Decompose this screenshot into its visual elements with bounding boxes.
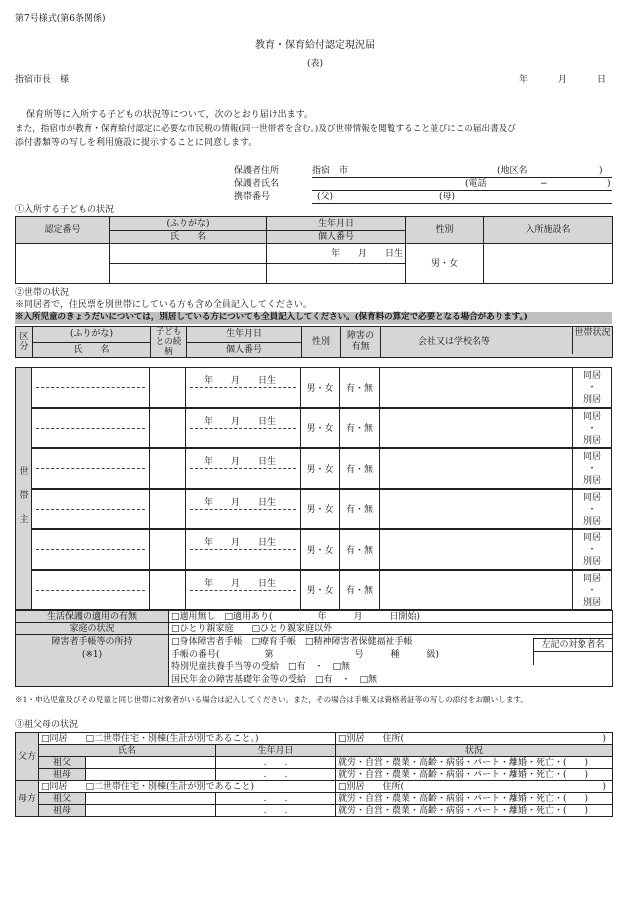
hh-name-cell[interactable] [32, 529, 150, 570]
hh-work-cell[interactable] [380, 529, 573, 570]
target-person-box[interactable] [533, 638, 613, 665]
hh-disability-cell[interactable]: 有・無 [340, 570, 380, 611]
handbook-line-2: 手帳の番号( 第 号 種 級) [171, 649, 440, 660]
maternal-living[interactable]: □同居 □二世帯住宅・別棟(生計が別であること) [39, 781, 336, 793]
hh-birth-cell[interactable] [186, 529, 301, 570]
guardian-mobile-label: 携帯番号 [234, 192, 271, 202]
hh-relation-cell[interactable] [150, 367, 186, 408]
hh-birth-cell[interactable] [186, 367, 301, 408]
guardian-mobile-mother: (母) [439, 192, 456, 202]
hh-household-dot: ・ [587, 383, 597, 393]
hh-col-name: 氏 名 [33, 342, 151, 358]
hh-household-live: 同居 [582, 492, 601, 503]
guardian-district-close: ) [599, 166, 603, 176]
child-col-birth: 生年月日 [267, 217, 406, 231]
paternal-grandmother-status[interactable]: 就労・自営・農業・高齢・病弱・パート・離婚・死亡・( ) [336, 769, 613, 781]
guardian-address-city: 指宿 市 [312, 166, 349, 176]
guardian-phone-label: (電話 [465, 179, 487, 189]
child-name-cell[interactable] [110, 264, 267, 284]
paternal-grandfather-status[interactable]: 就労・自営・農業・高齢・病弱・パート・離婚・死亡・( ) [336, 757, 613, 769]
addressee: 指宿市長 様 [15, 75, 70, 85]
hh-work-cell[interactable] [380, 367, 573, 408]
hh-work-cell[interactable] [380, 408, 573, 449]
hh-birth-separator [190, 387, 296, 388]
child-col-sex: 性別 [406, 217, 484, 244]
paternal-label: 父方 [16, 733, 39, 781]
section2-footnote: ※1・申込児童及びその児童と同じ世帯に対象者がいる場合は記入してください。また，その場合は手帳又は資格者証等の写しの添付をお願いします。 [15, 695, 528, 704]
maternal-grandfather: 祖父 [39, 793, 86, 805]
hh-household-separate: 別居 [582, 597, 601, 608]
hh-birth-separator [190, 549, 296, 550]
hh-sex-cell[interactable]: 男・女 [301, 529, 340, 570]
hh-name-cell[interactable] [32, 408, 150, 449]
maternal-separate-close: ) [602, 781, 607, 792]
hh-household-dot: ・ [587, 464, 597, 474]
hh-household-cell[interactable] [573, 367, 612, 408]
hh-name-cell[interactable] [32, 367, 150, 408]
hh-relation-cell[interactable] [150, 408, 186, 449]
child-col-mynumber: 個人番号 [267, 231, 406, 244]
hh-col-furigana: (ふりがな) [33, 327, 151, 343]
paternal-grandfather: 祖父 [39, 757, 86, 769]
child-table [15, 216, 613, 284]
hh-relation-cell[interactable] [150, 570, 186, 611]
section2-note-2: ※入所児童のきょうだいについては，別居している方についても全員記入してください。(保育料の算定で必要となる場合があります。) [15, 312, 612, 324]
child-furigana-cell[interactable] [110, 244, 267, 264]
hh-household-live: 同居 [582, 371, 601, 381]
handbook-line-1: □身体障害者手帳 □療育手帳 □精神障害者保健福祉手帳 [171, 637, 413, 647]
hh-disability-cell[interactable]: 有・無 [340, 448, 380, 489]
hh-household-cell[interactable] [573, 489, 612, 530]
hh-sex-cell[interactable]: 男・女 [301, 367, 340, 408]
guardian-address-label: 保護者住所 [234, 166, 280, 176]
hh-col-household: 世帯状況 [572, 327, 612, 354]
hh-name-cell[interactable] [32, 570, 150, 611]
family-label: 家庭の状況 [16, 623, 169, 635]
date-month-label: 月 [558, 75, 568, 85]
hh-birth-value: 年 月 日生 [204, 376, 277, 386]
household-extra-table [15, 610, 613, 687]
maternal-separate[interactable] [336, 781, 613, 793]
hh-col-mynumber: 個人番号 [187, 342, 302, 358]
hh-furigana-separator [36, 549, 145, 550]
hh-household-separate: 別居 [582, 516, 601, 527]
hh-furigana-separator [36, 468, 145, 469]
maternal-grandfather-status[interactable]: 就労・自営・農業・高齢・病弱・パート・離婚・死亡・( ) [336, 793, 613, 805]
document-title: 教育・保育給付認定現況届 [255, 40, 375, 51]
hh-household-cell[interactable] [573, 448, 612, 489]
paternal-living[interactable]: □同居 □二世帯住宅・別棟(生計が別であること。) [39, 733, 336, 745]
handbook-label-cell [16, 635, 169, 687]
section1-title: ①入所する子どもの状況 [15, 205, 115, 215]
child-birth-cell[interactable]: 年 月 日生 [267, 244, 406, 264]
hh-sex-cell[interactable]: 男・女 [301, 570, 340, 611]
hh-sex-cell[interactable]: 男・女 [301, 408, 340, 449]
section2-note-1: ※同居者で，住民票を別世帯にしている方も含め全員記入してください。 [15, 300, 312, 310]
hh-birth-separator [190, 468, 296, 469]
maternal-grandmother-name[interactable] [86, 805, 216, 817]
maternal-grandfather-birth[interactable]: . . [216, 793, 336, 805]
hh-furigana-separator [36, 387, 145, 388]
paternal-grandmother-name[interactable] [86, 769, 216, 781]
paternal-grandmother: 祖母 [39, 769, 86, 781]
hh-household-cell[interactable] [573, 529, 612, 570]
maternal-separate-label: □別居 住所( [338, 781, 405, 792]
hh-relation-cell[interactable] [150, 489, 186, 530]
child-col-furigana: (ふりがな) [110, 217, 267, 231]
paternal-separate-label: □別居 住所( [338, 733, 405, 744]
hh-birth-value: 年 月 日生 [204, 578, 277, 589]
hh-household-separate: 別居 [582, 476, 601, 486]
paternal-col-name: 氏名 [39, 745, 216, 757]
hh-col-kubun: 区分 [16, 327, 33, 358]
hh-birth-separator [190, 509, 296, 510]
document-side: (表) [306, 59, 324, 69]
guardian-phone-dash: − [540, 179, 548, 189]
hh-work-cell[interactable] [380, 448, 573, 489]
hh-col-sex: 性別 [302, 327, 341, 358]
guardian-district-label: (地区名 [497, 166, 528, 176]
hh-disability-cell[interactable]: 有・無 [340, 529, 380, 570]
hh-household-dot: ・ [587, 585, 597, 596]
paternal-grandfather-birth[interactable]: . . [216, 757, 336, 769]
target-person-label: 左記の対象者名 [534, 639, 612, 652]
guardian-name-label: 保護者氏名 [234, 179, 280, 189]
handbook-line-3: 特別児童扶養手当等の受給 □有 ・ □無 [171, 662, 351, 672]
hh-col-work: 会社又は学校名等 [381, 327, 613, 358]
hh-birth-value: 年 月 日生 [204, 538, 277, 548]
child-mynumber-cell[interactable] [267, 264, 406, 284]
maternal-grandmother: 祖母 [39, 805, 86, 817]
hh-household-dot: ・ [587, 504, 597, 515]
hh-disability-cell[interactable]: 有・無 [340, 367, 380, 408]
hh-household-dot: ・ [587, 423, 597, 434]
hh-household-separate: 別居 [582, 557, 601, 567]
hh-disability-cell[interactable]: 有・無 [340, 489, 380, 530]
household-head-column [15, 367, 32, 610]
child-id-cell[interactable] [16, 244, 110, 284]
form-number: 第7号様式(第6条関係) [15, 14, 106, 24]
hh-furigana-separator [36, 509, 145, 510]
family-value[interactable]: □ひとり親家庭 □ひとり親家庭以外 [169, 623, 613, 635]
hh-furigana-separator [36, 590, 145, 591]
intro-line-1: 保育所等に入所する子どもの状況等について，次のとおり届け出ます。 [26, 110, 313, 120]
hh-birth-separator [190, 428, 296, 429]
hh-col-relation: 子どもとの続柄 [151, 327, 187, 358]
hh-household-live: 同居 [582, 411, 601, 422]
hh-birth-cell[interactable] [186, 570, 301, 611]
guardian-phone-close: ) [607, 179, 611, 189]
paternal-separate-close: ) [602, 733, 607, 744]
hh-work-cell[interactable] [380, 570, 573, 611]
hh-birth-value: 年 月 日生 [204, 497, 277, 508]
hh-relation-cell[interactable] [150, 448, 186, 489]
guardian-address-field[interactable] [312, 166, 612, 178]
hh-birth-cell[interactable] [186, 448, 301, 489]
welfare-value[interactable]: □適用無し □適用あり( 年 月 日開始) [169, 611, 613, 623]
household-head-label: 世帯主 [19, 467, 29, 525]
guardian-name-field[interactable] [312, 179, 612, 191]
hh-name-cell[interactable] [32, 489, 150, 530]
child-col-id: 認定番号 [16, 217, 110, 244]
maternal-grandmother-status[interactable]: 就労・自営・農業・高齢・病弱・パート・離婚・死亡・( ) [336, 805, 613, 817]
section2-title: ②世帯の状況 [15, 288, 70, 298]
welfare-label: 生活保護の適用の有無 [16, 611, 169, 623]
hh-household-live: 同居 [582, 533, 601, 543]
hh-disability-cell[interactable]: 有・無 [340, 408, 380, 449]
hh-household-live: 同居 [582, 573, 601, 584]
household-table [15, 326, 613, 358]
maternal-grandfather-name[interactable] [86, 793, 216, 805]
hh-col-birth: 生年月日 [187, 327, 302, 343]
hh-relation-cell[interactable] [150, 529, 186, 570]
paternal-col-birth: 生年月日 [216, 745, 336, 757]
child-col-facility: 入所施設名 [484, 217, 613, 244]
guardian-mobile-father: (父) [317, 192, 334, 202]
maternal-label: 母方 [16, 781, 39, 817]
handbook-line-4: 国民年金の障害基礎年金等の受給 □有 ・ □無 [171, 674, 378, 685]
date-year-label: 年 [519, 75, 529, 85]
date-day-label: 日 [597, 75, 607, 85]
paternal-grandfather-name[interactable] [86, 757, 216, 769]
intro-line-3: 添付書類等の写しを利用施設に提示することに同意します。 [15, 138, 258, 148]
paternal-separate[interactable] [336, 733, 613, 745]
intro-line-2: また，指宿市が教育・保育給付認定に必要な市民税の情報(同一世帯者を含む。)及び世帯情報を閲覧すること並びにこの届出書及び [15, 124, 516, 134]
child-sex-cell[interactable]: 男・女 [406, 244, 484, 284]
hh-birth-value: 年 月 日生 [204, 457, 277, 467]
grandparents-table [15, 732, 613, 817]
child-facility-cell[interactable] [484, 244, 613, 284]
hh-furigana-separator [36, 428, 145, 429]
hh-birth-cell[interactable] [186, 489, 301, 530]
section3-title: ③祖父母の状況 [15, 720, 79, 730]
hh-household-separate: 別居 [582, 435, 601, 446]
hh-birth-cell[interactable] [186, 408, 301, 449]
hh-sex-cell[interactable]: 男・女 [301, 448, 340, 489]
maternal-grandmother-birth[interactable]: . . [216, 805, 336, 817]
handbook-label: 障害者手帳等の所持 [51, 637, 133, 647]
hh-work-cell[interactable] [380, 489, 573, 530]
hh-household-cell[interactable] [573, 408, 612, 449]
hh-col-disability: 障害の有無 [341, 327, 381, 358]
hh-household-dot: ・ [587, 545, 597, 555]
hh-household-cell[interactable] [573, 570, 612, 611]
hh-sex-cell[interactable]: 男・女 [301, 489, 340, 530]
child-col-name: 氏 名 [110, 231, 267, 244]
handbook-note: (※1) [81, 650, 103, 660]
hh-household-separate: 別居 [582, 395, 601, 405]
hh-birth-separator [190, 590, 296, 591]
paternal-col-status: 状況 [336, 745, 613, 757]
hh-household-live: 同居 [582, 452, 601, 462]
hh-birth-value: 年 月 日生 [204, 416, 277, 427]
hh-name-cell[interactable] [32, 448, 150, 489]
paternal-grandmother-birth[interactable]: . . [216, 769, 336, 781]
guardian-mobile-field[interactable] [312, 192, 612, 204]
